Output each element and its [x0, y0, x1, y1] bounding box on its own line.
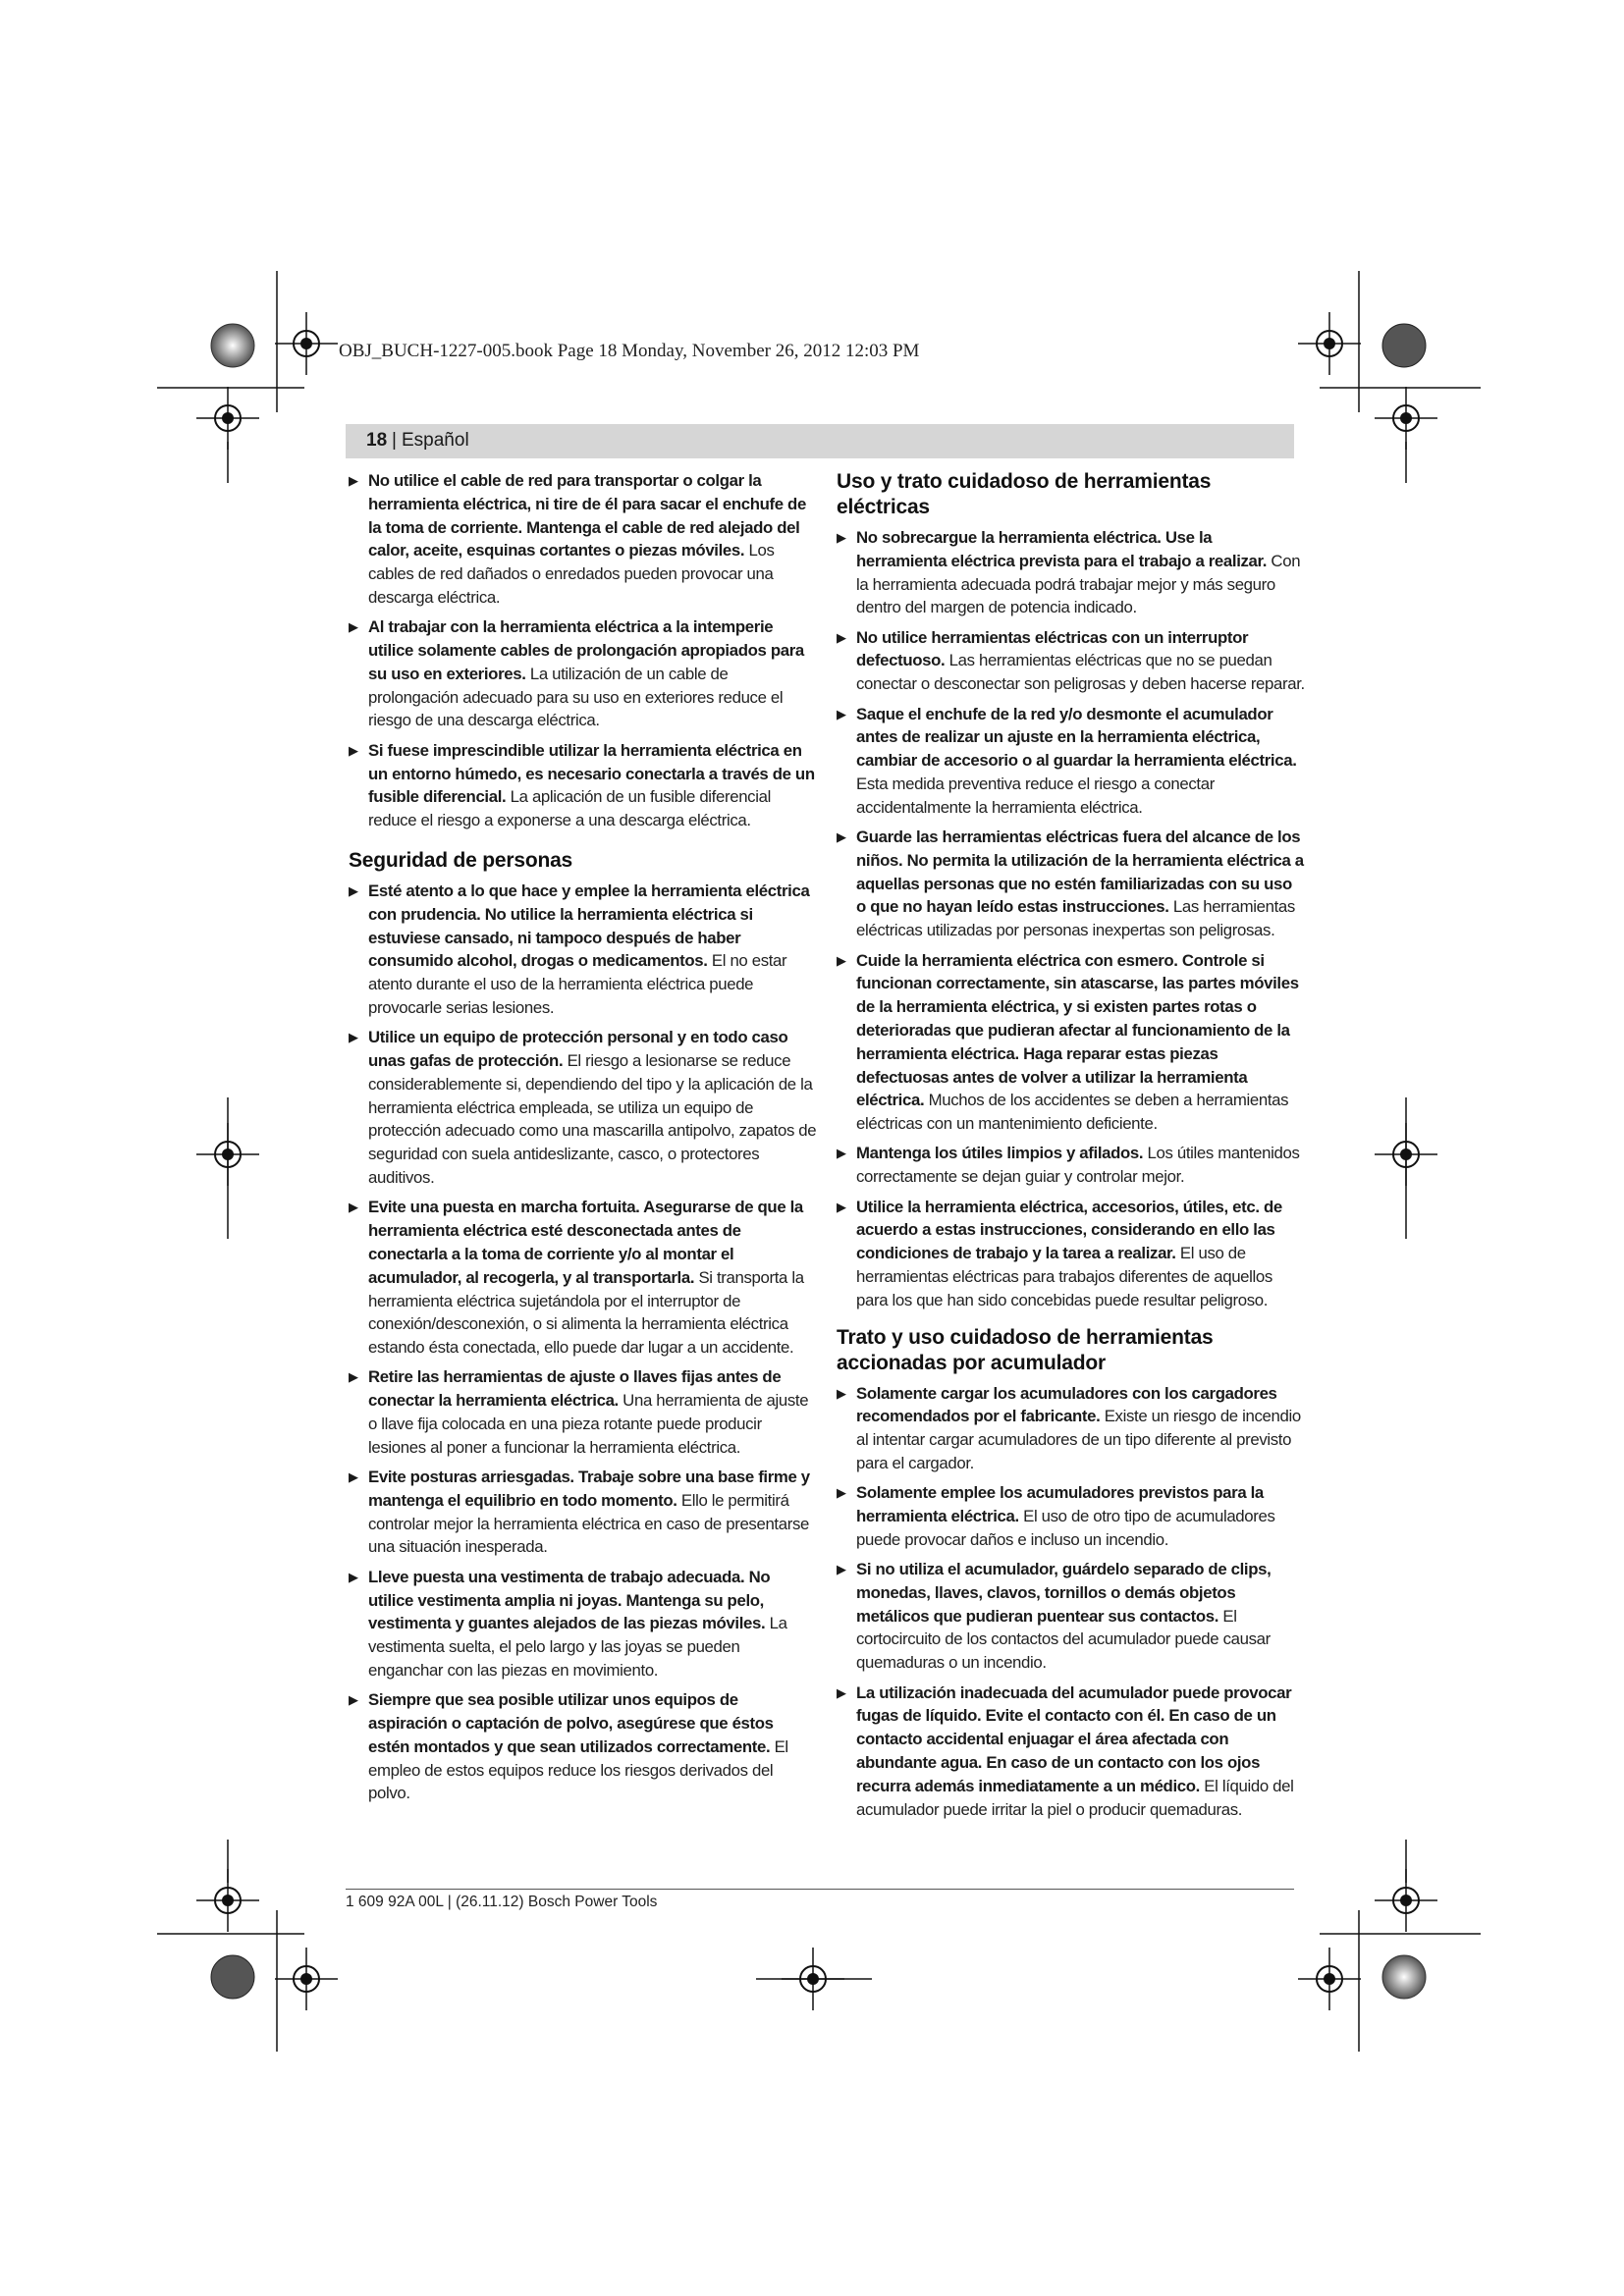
section-heading-tool-use: Uso y trato cuidadoso de herramientas eléctricas: [837, 470, 1212, 518]
item-lead-text: Mantenga los útiles limpios y afilados.: [856, 1144, 1144, 1163]
item-body-text: Esta medida preventiva reduce el riesgo a conectar accidentalmente la herramienta eléctrica.: [856, 774, 1215, 817]
triangle-bullet-icon: ▶: [837, 1146, 846, 1161]
safety-item: [837, 1382, 1306, 1475]
triangle-bullet-icon: ▶: [349, 1369, 358, 1385]
safety-item: [837, 1142, 1306, 1189]
right-column: [837, 469, 1306, 1828]
triangle-bullet-icon: ▶: [349, 1200, 358, 1215]
print-header: OBJ_BUCH-1227-005.book Page 18 Monday, November 26, 2012 12:03 PM: [339, 341, 920, 361]
item-lead-text: No utilice herramientas eléctricas con un interruptor defectuoso.: [856, 627, 1249, 670]
item-lead-text: Siempre que sea posible utilizar unos equipos de aspiración o captación de polvo, asegúrese que éstos estén montados y que sean utilizados correctamente.: [368, 1690, 774, 1756]
safety-item: [837, 1196, 1306, 1312]
safety-item: [837, 1558, 1306, 1675]
section-heading-battery-tools: Trato y uso cuidadoso de herramientas accionadas por acumulador: [837, 1325, 1214, 1374]
safety-item: [837, 1481, 1306, 1551]
safety-item: [349, 1466, 818, 1559]
triangle-bullet-icon: ▶: [837, 629, 846, 645]
header-separator: |: [392, 430, 397, 451]
safety-item: [349, 880, 818, 1020]
item-lead-text: No utilice el cable de red para transportar o colgar la herramienta eléctrica, ni tire de él para sacar el enchufe de la toma de corriente. Mantenga el cable de red alejado del calor, aceite, esquinas cortantes o piezas móviles.: [368, 471, 806, 561]
footer-brand: Bosch Power Tools: [527, 1894, 658, 1910]
safety-item: [837, 949, 1306, 1136]
item-body-text: Existe un riesgo de incendio al intentar cargar acumuladores de un tipo diferente al previsto para el cargador.: [856, 1407, 1301, 1472]
item-lead-text: Cuide la herramienta eléctrica con esmero. Controle si funcionan correctamente, sin atascarse, las partes móviles de la herramienta eléctrica, y si existen partes rotas o deterioradas que pudieran afectar al funcionamiento de la herramienta eléctrica. Haga reparar estas piezas defectuosas antes de volver a utilizar la herramienta eléctrica.: [856, 950, 1299, 1110]
safety-item: [349, 469, 818, 610]
item-body-text: El uso de otro tipo de acumuladores puede provocar daños e incluso un incendio.: [856, 1506, 1275, 1549]
item-lead-text: Al trabajar con la herramienta eléctrica a la intemperie utilice solamente cables de prolongación apropiados para su uso en exteriores.: [368, 617, 804, 683]
item-lead-text: Solamente emplee los acumuladores previstos para la herramienta eléctrica.: [856, 1483, 1264, 1525]
item-body-text: Ello le permitirá controlar mejor la herramienta eléctrica en caso de presentarse una situación inesperada.: [368, 1490, 809, 1557]
item-lead-text: Solamente cargar los acumuladores con los cargadores recomendados por el fabricante.: [856, 1383, 1277, 1426]
item-lead-text: Saque el enchufe de la red y/o desmonte el acumulador antes de realizar un ajuste en la herramienta eléctrica, cambiar de accesorio o al guardar la herramienta eléctrica.: [856, 704, 1297, 771]
item-body-text: Si transporta la herramienta eléctrica sujetándola por el interruptor de conexión/desconexión, o si alimenta la herramienta eléctrica estando ésta conectada, ello puede dar lugar a un accidente.: [368, 1267, 804, 1358]
item-lead-text: La utilización inadecuada del acumulador puede provocar fugas de líquido. Evite el contacto con él. En caso de un contacto accidental enjuagar el área afectada con abundante agua. En caso de un contacto con los ojos recurra además inmediatamente a un médico.: [856, 1682, 1292, 1795]
safety-item: [837, 826, 1306, 942]
item-body-text: Con la herramienta adecuada podrá trabajar mejor y más seguro dentro del margen de potencia indicado.: [856, 551, 1301, 617]
item-body-text: La utilización de un cable de prolongación adecuado para su uso en exteriores reduce el riesgo de una descarga eléctrica.: [368, 664, 784, 730]
item-lead-text: No sobrecargue la herramienta eléctrica. Use la herramienta eléctrica prevista para el trabajo a realizar.: [856, 528, 1268, 570]
footer-rule: [346, 1889, 1294, 1890]
footer-date: (26.11.12): [456, 1894, 524, 1910]
triangle-bullet-icon: ▶: [837, 530, 846, 545]
triangle-bullet-icon: ▶: [349, 619, 358, 635]
item-body-text: El uso de herramientas eléctricas para trabajos diferentes de aquellos para los que han sido concebidas puede resultar peligroso.: [856, 1244, 1272, 1309]
page-footer: [346, 1894, 657, 1911]
item-body-text: Las herramientas eléctricas que no se puedan conectar o desconectar son peligrosas y deben hacerse reparar.: [856, 651, 1305, 694]
item-body-text: El no estar atento durante el uso de la herramienta eléctrica puede provocarle serias lesiones.: [368, 951, 787, 1017]
item-lead-text: Guarde las herramientas eléctricas fuera del alcance de los niños. No permita la utilización de la herramienta eléctrica a aquellas personas que no estén familiarizadas con su uso o que no hayan leído estas instrucciones.: [856, 828, 1304, 917]
item-body-text: El empleo de estos equipos reduce los riesgos derivados del polvo.: [368, 1736, 788, 1803]
item-lead-text: Retire las herramientas de ajuste o llaves fijas antes de conectar la herramienta eléctrica.: [368, 1367, 782, 1411]
triangle-bullet-icon: ▶: [349, 1569, 358, 1584]
triangle-bullet-icon: ▶: [837, 952, 846, 968]
safety-item: [837, 526, 1306, 619]
item-lead-text: Utilice la herramienta eléctrica, accesorios, útiles, etc. de acuerdo a estas instrucciones, considerando en ello las condiciones de trabajo y la tarea a realizar.: [856, 1197, 1282, 1263]
language-label: Español: [402, 430, 469, 451]
safety-item: [349, 1026, 818, 1190]
safety-item: [349, 1196, 818, 1360]
safety-item: [837, 703, 1306, 820]
item-body-text: Los útiles mantenidos correctamente se dejan guiar y controlar mejor.: [856, 1144, 1300, 1187]
left-column: [349, 469, 818, 1812]
safety-item: [349, 1688, 818, 1805]
safety-item: [349, 739, 818, 832]
item-lead-text: Si fuese imprescindible utilizar la herramienta eléctrica en un entorno húmedo, es necesario conectarla a través de un fusible diferencial.: [368, 740, 815, 807]
safety-item: [837, 626, 1306, 696]
safety-item: [837, 1682, 1306, 1822]
right-items-battery: [837, 1382, 1306, 1822]
triangle-bullet-icon: ▶: [349, 1030, 358, 1045]
page-number: 18: [366, 430, 388, 451]
item-body-text: La aplicación de un fusible diferencial reduce el riesgo a exponerse a una descarga eléctrica.: [368, 787, 771, 830]
triangle-bullet-icon: ▶: [349, 1692, 358, 1708]
triangle-bullet-icon: ▶: [837, 1684, 846, 1700]
safety-item: [349, 615, 818, 732]
safety-item: [349, 1566, 818, 1682]
footer-separator: |: [447, 1894, 452, 1910]
item-body-text: Los cables de red dañados o enredados pueden provocar una descarga eléctrica.: [368, 541, 775, 607]
triangle-bullet-icon: ▶: [349, 473, 358, 488]
item-body-text: La vestimenta suelta, el pelo largo y las joyas se pueden enganchar con las piezas en movimiento.: [368, 1614, 787, 1680]
triangle-bullet-icon: ▶: [349, 882, 358, 898]
triangle-bullet-icon: ▶: [837, 1562, 846, 1577]
item-body-text: El riesgo a lesionarse se reduce considerablemente si, dependiendo del tipo y la aplicación de la herramienta eléctrica empleada, se utiliza un equipo de protección adecuado como una mascarilla antipolvo, zapatos de seguridad con suela antideslizante, casco, o protectores auditivos.: [368, 1051, 817, 1188]
item-lead-text: Si no utiliza el acumulador, guárdelo separado de clips, monedas, llaves, clavos, tornillos o demás objetos metálicos que pudieran puentear sus contactos.: [856, 1560, 1272, 1626]
item-lead-text: Lleve puesta una vestimenta de trabajo adecuada. No utilice vestimenta amplia ni joyas. Mantenga su pelo, vestimenta y guantes alejados de las piezas móviles.: [368, 1567, 771, 1633]
triangle-bullet-icon: ▶: [837, 1485, 846, 1501]
right-items-tool-use: [837, 526, 1306, 1312]
item-body-text: El líquido del acumulador puede irritar la piel o producir quemaduras.: [856, 1776, 1294, 1819]
item-body-text: Una herramienta de ajuste o llave fija colocada en una pieza rotante puede producir lesiones al poner a funcionar la herramienta eléctrica.: [368, 1391, 809, 1457]
item-lead-text: Evite posturas arriesgadas. Trabaje sobre una base firme y mantenga el equilibrio en todo momento.: [368, 1468, 810, 1510]
safety-item: [349, 1365, 818, 1459]
page-header-bar: [346, 424, 1294, 458]
item-lead-text: Evite una puesta en marcha fortuita. Asegurarse de que la herramienta eléctrica esté desconectada antes de conectarla a la toma de corriente y/o al montar el acumulador, al recogerla, y al transportarla.: [368, 1198, 803, 1287]
triangle-bullet-icon: ▶: [837, 1199, 846, 1214]
section-heading-personal-safety: Seguridad de personas: [349, 848, 573, 872]
triangle-bullet-icon: ▶: [837, 1385, 846, 1401]
item-body-text: Las herramientas eléctricas utilizadas por personas inexpertas son peligrosas.: [856, 897, 1295, 940]
item-body-text: Muchos de los accidentes se deben a herramientas eléctricas con un mantenimiento deficiente.: [856, 1091, 1289, 1134]
item-lead-text: Utilice un equipo de protección personal y en todo caso unas gafas de protección.: [368, 1028, 788, 1071]
triangle-bullet-icon: ▶: [837, 706, 846, 721]
item-lead-text: Esté atento a lo que hace y emplee la herramienta eléctrica con prudencia. No utilice la herramienta eléctrica si estuviese cansado, ni tampoco después de haber consumido alcohol, drogas o medicamentos.: [368, 881, 810, 971]
item-body-text: El cortocircuito de los contactos del acumulador puede causar quemaduras o un incendio.: [856, 1606, 1271, 1673]
left-items-top: [349, 469, 818, 832]
left-items-bottom: [349, 880, 818, 1805]
triangle-bullet-icon: ▶: [837, 829, 846, 845]
triangle-bullet-icon: ▶: [349, 1469, 358, 1485]
triangle-bullet-icon: ▶: [349, 742, 358, 758]
footer-code: 1 609 92A 00L: [346, 1894, 444, 1910]
